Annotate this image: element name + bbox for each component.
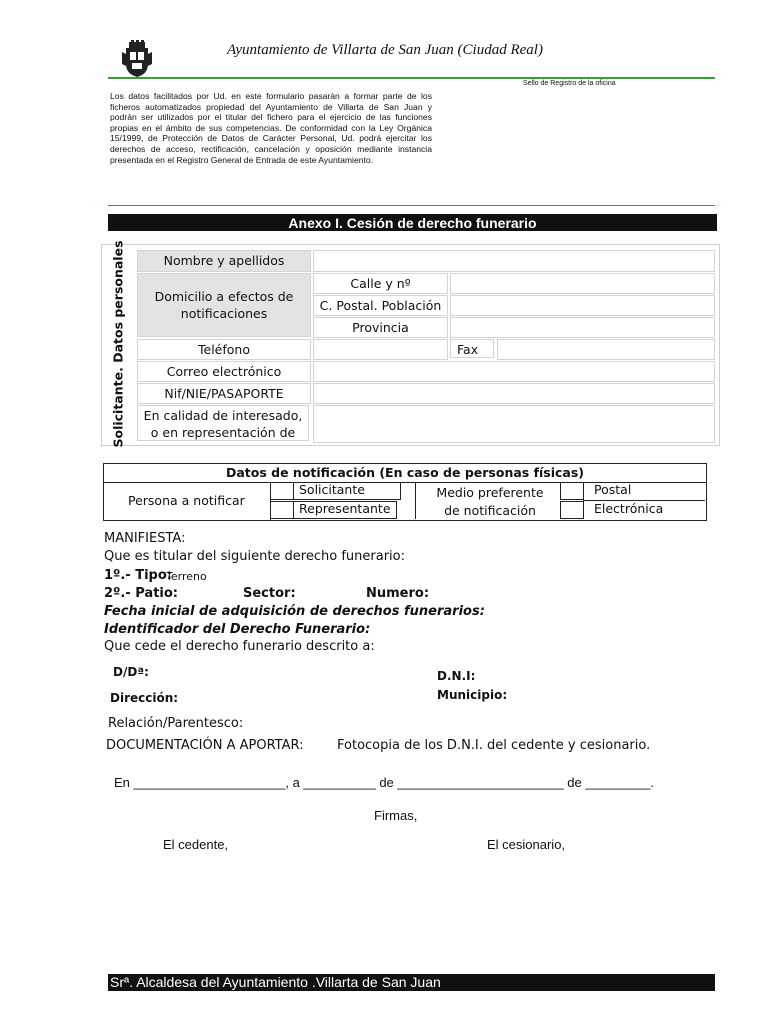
representante-checkbox[interactable]: [270, 501, 294, 519]
nombre-label: Nombre y apellidos: [137, 250, 311, 272]
correo-field[interactable]: [313, 361, 715, 382]
nif-label: Nif/NIE/PASAPORTE: [137, 383, 311, 404]
dda-label: D/Dª:: [113, 665, 149, 679]
footer-addressee: Srª. Alcaldesa del Ayuntamiento .Villarta de San Juan: [108, 974, 715, 991]
cedente-signature-label: El cedente,: [163, 837, 229, 852]
domicilio-label: [137, 273, 311, 337]
calidad-label: [137, 405, 309, 441]
cesionario-signature-label: El cesionario,: [487, 837, 566, 852]
identificador-label: Identificador del Derecho Funerario:: [104, 622, 371, 637]
solicitante-label: Solicitante: [299, 482, 365, 497]
calidad-line-2: o en representación de: [150, 425, 296, 440]
postal-checkbox[interactable]: [560, 482, 584, 500]
fotocopia-text: Fotocopia de los D.N.I. del cedente y cesionario.: [337, 738, 651, 753]
cpostal-label: C. Postal. Población: [313, 295, 448, 316]
anexo-title: Anexo I. Cesión de derecho funerario: [108, 214, 717, 231]
nombre-field[interactable]: [313, 250, 715, 272]
telefono-field[interactable]: [313, 339, 448, 360]
calidad-field[interactable]: [313, 405, 715, 443]
sector-label: Sector:: [243, 586, 296, 601]
section-divider: [108, 205, 715, 206]
manifiesta-heading: MANIFIESTA:: [104, 531, 186, 546]
fax-field[interactable]: [497, 339, 715, 360]
electronica-checkbox[interactable]: [560, 501, 584, 519]
representante-label: Representante: [299, 501, 391, 516]
titular-text: Que es titular del siguiente derecho funerario:: [104, 549, 405, 564]
cpostal-field[interactable]: [450, 295, 715, 316]
calidad-line-1: En calidad de interesado,: [143, 408, 303, 423]
medio-label: [416, 484, 564, 520]
tipo-label: 1º.- Tipo:: [104, 568, 172, 583]
documentacion-label: DOCUMENTACIÓN A APORTAR:: [106, 738, 304, 753]
postal-label: Postal: [594, 482, 632, 497]
dni-label: D.N.I:: [437, 669, 476, 683]
tipo-value: Terreno: [166, 570, 207, 583]
calle-field[interactable]: [450, 273, 715, 294]
fecha-label: Fecha inicial de adquisición de derechos funerarios:: [104, 604, 485, 619]
header-divider: [108, 77, 715, 79]
correo-label: Correo electrónico: [137, 361, 311, 382]
relacion-label: Relación/Parentesco:: [108, 716, 244, 731]
provincia-field[interactable]: [450, 317, 715, 338]
medio-divider: [415, 482, 416, 519]
side-label-text: Solicitante. Datos personales: [110, 240, 126, 448]
notification-title: Datos de notificación (En caso de personas físicas): [225, 465, 585, 480]
municipio-label: Municipio:: [437, 688, 508, 702]
telefono-label: Teléfono: [137, 339, 311, 360]
persona-label: Persona a notificar: [128, 493, 245, 508]
solicitante-checkbox[interactable]: [270, 482, 294, 500]
numero-label: Numero:: [366, 586, 430, 601]
patio-label: 2º.- Patio:: [104, 586, 178, 601]
provincia-label: Provincia: [313, 317, 448, 338]
domicilio-label-text: Domicilio a efectos de notificaciones: [154, 289, 294, 321]
place-date-line: En _____________________, a __________ de _______________________ de _________.: [114, 775, 655, 790]
firmas-label: Firmas,: [374, 808, 418, 823]
nif-field[interactable]: [313, 383, 715, 404]
header-title: Ayuntamiento de Villarta de San Juan (Ciudad Real): [227, 42, 543, 58]
medio-line-1: Medio preferente: [436, 485, 544, 500]
fax-label: Fax: [450, 339, 494, 358]
electronica-label: Electrónica: [594, 501, 664, 516]
direccion-label: Dirección:: [110, 691, 179, 705]
applicant-side-label: [103, 240, 133, 448]
calle-label: Calle y nº: [313, 273, 448, 294]
medio-line-2: de notificación: [444, 503, 536, 518]
privacy-notice: Los datos facilitados por Ud. en este formulario pasarán a formar parte de los ficheros automatizados propiedad del Ayuntamiento de Villarta de San Juan y podrán ser utilizados por el titular del fichero para el ejercicio de las funciones propias en el ámbito de sus competencias. De conformidad con la Ley Orgánica 15/1999, de Protección de Datos de Carácter Personal, Ud. podrá ejercitar los derechos de acceso, rectificación, cancelación y oposición mediante instancia presentada en el Registro General de Entrada de este Ayuntamiento.: [110, 91, 432, 165]
cede-text: Que cede el derecho funerario descrito a:: [104, 639, 375, 654]
registry-stamp-label: Sello de Registro de la oficina: [523, 80, 616, 87]
